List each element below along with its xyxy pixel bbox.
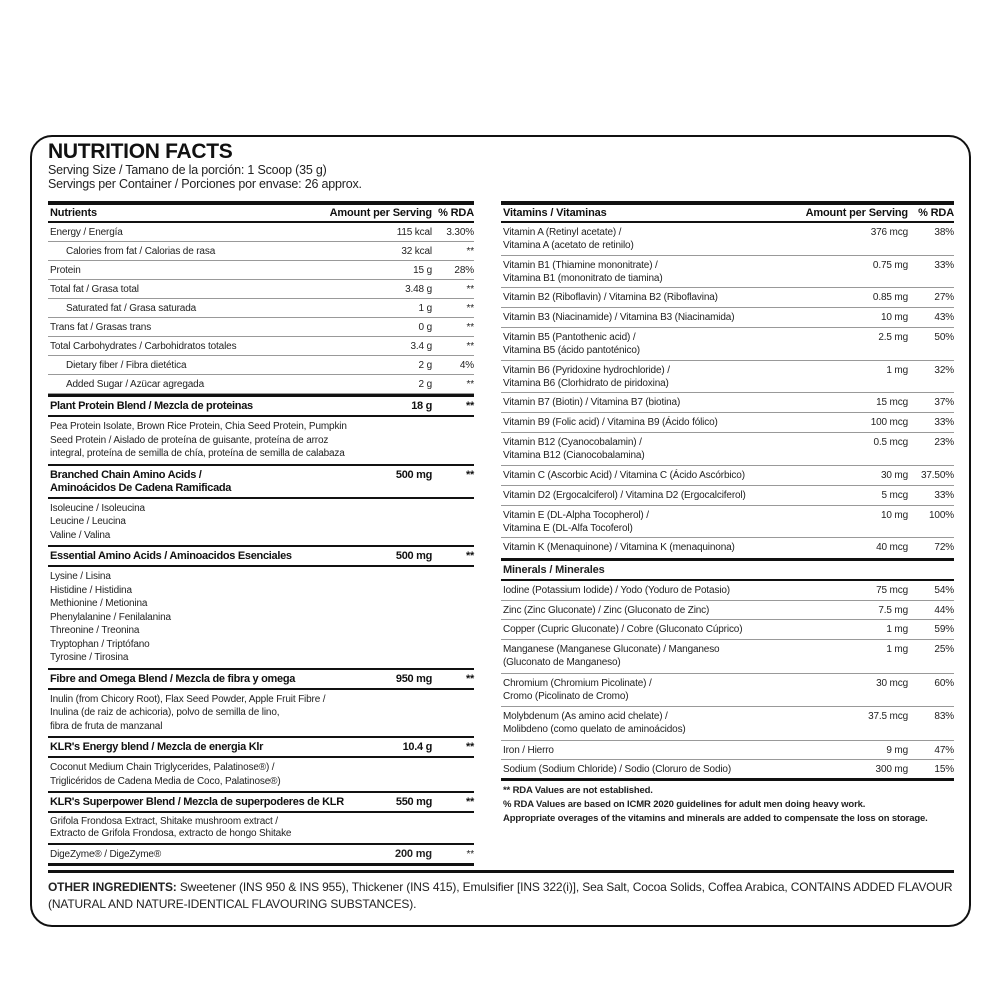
rda: 43% — [934, 312, 954, 323]
amount: 5 mcg — [881, 489, 908, 501]
nutrient-name: Vitamin B3 (Niacinamide) / Vitamina B3 (Niacinamida) — [503, 312, 735, 323]
nutrient-name: Vitamin B9 (Folic acid) / Vitamina B9 (Ácido fólico) — [503, 417, 718, 428]
nutrient-name: Added Sugar / Azücar agregada — [66, 379, 204, 390]
table-row — [48, 375, 474, 394]
blend-ingredients — [48, 499, 474, 548]
ingredient-line: Triglicéridos de Cadena Media de Coco, Palatinose®) — [50, 775, 281, 787]
header-amount: Amount per Serving — [329, 207, 432, 219]
rda: ** — [466, 341, 474, 352]
table-row — [48, 280, 474, 299]
table-row — [48, 223, 474, 242]
blend-row — [48, 466, 474, 499]
nutrient-name: KLR's Energy blend / Mezcla de energia Klr — [50, 741, 264, 753]
blend-ingredients — [48, 567, 474, 670]
amount: 10.4 g — [402, 741, 432, 753]
amount: 3.4 g — [410, 341, 432, 352]
amount: 0 g — [418, 322, 432, 333]
vitamins-table-header — [501, 201, 954, 223]
nutrient-name: Total fat / Grasa total — [50, 284, 139, 295]
amount: 37.5 mcg — [868, 711, 908, 723]
amount: 1 g — [418, 303, 432, 314]
ingredient-line: Tryptophan / Triptófano — [50, 638, 150, 650]
rda: ** — [466, 741, 474, 753]
rda: 15% — [934, 764, 954, 776]
rda: ** — [466, 468, 474, 481]
table-row — [501, 361, 954, 394]
rda: 27% — [934, 292, 954, 303]
ingredient-line: Seed Protein / Aislado de proteína de guisante, proteína de arroz — [50, 434, 329, 446]
rda: 23% — [934, 437, 954, 448]
amount: 7.5 mg — [878, 604, 908, 616]
rda: ** — [466, 246, 474, 257]
table-row — [501, 328, 954, 361]
rda: ** — [466, 672, 474, 685]
table-row — [501, 256, 954, 289]
amount: 500 mg — [395, 468, 432, 481]
amount: 9 mg — [886, 744, 908, 756]
amount: 100 mcg — [870, 417, 908, 428]
table-row — [48, 299, 474, 318]
amount: 550 mg — [395, 796, 432, 808]
ingredient-line: Valine / Valina — [50, 529, 111, 541]
amount: 115 kcal — [396, 227, 432, 238]
nutrient-name: Vitamin A (Retinyl acetate) / Vitamina A (acetato de retinilo) — [503, 227, 634, 251]
table-row — [501, 601, 954, 621]
nutrient-name: Total Carbohydrates / Carbohidratos totales — [50, 341, 237, 352]
ingredient-line: Leucine / Leucina — [50, 516, 126, 527]
rda: 25% — [934, 644, 954, 656]
table-row — [48, 261, 474, 280]
nutrient-name: DigeZyme® / DigeZyme® — [50, 849, 162, 860]
table-row — [48, 337, 474, 356]
header-nutrients: Nutrients — [50, 207, 97, 219]
footnote: Appropriate overages of the vitamins and minerals are added to compensate the loss on storage. — [503, 813, 928, 825]
table-row — [501, 620, 954, 640]
amount: 0.75 mg — [872, 259, 908, 271]
table-row — [501, 413, 954, 433]
nutrient-name: Fibre and Omega Blend / Mezcla de fibra y omega — [50, 672, 296, 685]
amount: 15 g — [413, 265, 432, 276]
rda: 50% — [934, 332, 954, 343]
amount: 30 mg — [880, 469, 908, 481]
nutrient-name: Essential Amino Acids / Aminoacidos Esenciales — [50, 550, 292, 562]
nutrient-name: Zinc (Zinc Gluconate) / Zinc (Gluconato de Zinc) — [503, 604, 710, 616]
nutrient-name: Calories from fat / Calorias de rasa — [66, 246, 216, 257]
nutrient-name: Branched Chain Amino Acids / Aminoácidos De Cadena Ramificada — [50, 468, 232, 494]
nutrient-name: Copper (Cupric Gluconate) / Cobre (Gluconato Cúprico) — [503, 624, 743, 636]
amount: 32 kcal — [401, 246, 432, 257]
amount: 40 mcg — [876, 542, 908, 553]
other-ingredients-text: Sweetener (INS 950 & INS 955), Thickener (INS 415), Emulsifier [INS 322(i)], Sea Salt, Cocoa Solids, Coffea Arabica, CONTAINS ADDED FLAVOUR (NATURAL AND NATURE-IDENTICAL FLAVOURING SUBSTANCES). — [48, 880, 953, 911]
table-row — [48, 318, 474, 337]
rda: 37% — [934, 397, 954, 408]
blend-row — [48, 670, 474, 690]
amount: 2 g — [418, 379, 432, 390]
amount: 300 mg — [875, 764, 908, 776]
nutrient-name: Sodium (Sodium Chloride) / Sodio (Cloruro de Sodio) — [503, 764, 732, 776]
table-row — [501, 640, 954, 674]
amount: 0.5 mcg — [873, 437, 908, 448]
amount: 0.85 mg — [872, 292, 908, 303]
amount: 376 mcg — [870, 227, 908, 238]
footnote: % RDA Values are based on ICMR 2020 guidelines for adult men doing heavy work. — [503, 799, 866, 811]
table-row — [501, 760, 954, 781]
nutrient-name: Molybdenum (As amino acid chelate) / Molibdeno (como quelato de aminoácidos) — [503, 711, 686, 736]
nutrient-name: Chromium (Chromium Picolinate) / Cromo (Picolinato de Cromo) — [503, 677, 652, 702]
nutrient-name: Vitamin B2 (Riboflavin) / Vitamina B2 (Riboflavina) — [503, 292, 718, 303]
ingredient-line: Inulina (de raiz de achicoria), polvo de semilla de lino, — [50, 707, 280, 718]
nutrients-table-header — [48, 201, 474, 223]
nutrient-name: Iron / Hierro — [503, 744, 554, 756]
footnote: ** RDA Values are not established. — [503, 785, 653, 797]
table-row — [501, 393, 954, 413]
amount: 2.5 mg — [878, 332, 908, 343]
table-row — [501, 308, 954, 328]
other-ingredients — [48, 879, 954, 913]
header-rda: % RDA — [918, 207, 954, 219]
header-amount: Amount per Serving — [805, 207, 908, 219]
nutrient-name: Vitamin B1 (Thiamine mononitrate) / Vitamina B1 (mononitrato de tiamina) — [503, 259, 663, 284]
table-row — [48, 242, 474, 261]
nutrient-name: Vitamin D2 (Ergocalciferol) / Vitamina D2 (Ergocalciferol) — [503, 489, 746, 501]
servings-per-container: Servings per Container / Porciones por envase: 26 approx. — [48, 177, 362, 191]
rda: ** — [466, 284, 474, 295]
amount: 30 mcg — [876, 677, 908, 689]
label-frame — [30, 135, 971, 927]
label-title: NUTRITION FACTS — [48, 140, 233, 163]
nutrient-name: Vitamin K (Menaquinone) / Vitamina K (menaquinona) — [503, 542, 735, 553]
ingredient-line: integral, proteína de semilla de chía, proteína de semilla de calabaza — [50, 448, 345, 459]
nutrient-name: Plant Protein Blend / Mezcla de proteinas — [50, 400, 253, 412]
rda: ** — [466, 849, 474, 860]
amount: 1 mg — [886, 644, 908, 656]
rda: 72% — [934, 542, 954, 553]
rda: ** — [466, 796, 474, 808]
rda: 3.30% — [446, 227, 474, 238]
blend-ingredients — [48, 417, 474, 466]
ingredient-line: Phenylalanine / Fenilalanina — [50, 611, 171, 623]
table-row — [501, 741, 954, 761]
nutrient-name: Vitamin B6 (Pyridoxine hydrochloride) / Vitamina B6 (Clorhidrato de piridoxina) — [503, 364, 670, 389]
tables — [48, 201, 954, 866]
rda: 44% — [934, 604, 954, 616]
amount: 2 g — [418, 360, 432, 371]
rda: 33% — [934, 259, 954, 271]
header-rda: % RDA — [438, 207, 474, 219]
rda: 100% — [929, 509, 954, 521]
nutrient-name: Vitamin B5 (Pantothenic acid) / Vitamina B5 (ácido pantoténico) — [503, 332, 640, 356]
rda: ** — [466, 322, 474, 333]
blend-row — [48, 738, 474, 758]
table-row — [501, 433, 954, 466]
ingredient-line: Histidine / Histidina — [50, 584, 132, 596]
amount: 15 mcg — [876, 397, 908, 408]
serving-size: Serving Size / Tamano de la porción: 1 Scoop (35 g) — [48, 163, 327, 177]
nutrient-name: Protein — [50, 265, 81, 276]
nutrient-name: Vitamin C (Ascorbic Acid) / Vitamina C (Ácido Ascórbico) — [503, 469, 745, 481]
rda: ** — [466, 303, 474, 314]
table-row — [501, 674, 954, 708]
amount: 500 mg — [395, 550, 432, 562]
blend-row — [48, 793, 474, 813]
rda: 60% — [934, 677, 954, 689]
rda: 38% — [934, 227, 954, 238]
rda: ** — [466, 550, 474, 562]
nutrient-name: Vitamin B12 (Cyanocobalamin) / Vitamina B12 (Cianocobalamina) — [503, 437, 645, 461]
other-ingredients-label: OTHER INGREDIENTS: — [48, 880, 177, 894]
ingredient-line: Isoleucine / Isoleucina — [50, 502, 145, 514]
amount: 10 mg — [880, 312, 908, 323]
nutrient-name: Vitamin B7 (Biotin) / Vitamina B7 (biotina) — [503, 397, 681, 408]
rda: 54% — [934, 585, 954, 596]
ingredient-line: Threonine / Treonina — [50, 625, 140, 636]
ingredient-line: Grifola Frondosa Extract, Shitake mushroom extract / — [50, 816, 278, 827]
ingredient-line: Lysine / Lisina — [50, 571, 111, 582]
rda: 32% — [934, 364, 954, 376]
vitamins-minerals-table — [501, 201, 954, 826]
ingredient-line: fibra de fruta de manzanal — [50, 720, 163, 732]
amount: 75 mcg — [876, 585, 908, 596]
ingredient-line: Methionine / Metionina — [50, 598, 148, 609]
table-row — [501, 581, 954, 601]
ingredient-line: Extracto de Grifola Frondosa, extracto de hongo Shitake — [50, 828, 292, 839]
amount: 1 mg — [886, 624, 908, 636]
nutrient-name: Iodine (Potassium Iodide) / Yodo (Yoduro de Potasio) — [503, 585, 730, 596]
blend-row — [48, 394, 474, 417]
table-row — [501, 707, 954, 741]
table-row — [48, 356, 474, 375]
nutrient-name: Saturated fat / Grasa saturada — [66, 303, 197, 314]
rda: 4% — [459, 360, 474, 371]
amount: 18 g — [411, 400, 432, 412]
rda: 59% — [934, 624, 954, 636]
blend-row — [48, 547, 474, 567]
rda: 37.50% — [920, 469, 954, 481]
table-row — [501, 538, 954, 558]
nutrient-name: Trans fat / Grasas trans — [50, 322, 152, 333]
ingredient-line: Tyrosine / Tirosina — [50, 652, 129, 663]
blend-ingredients — [48, 690, 474, 739]
blend-ingredients — [48, 758, 474, 793]
table-row — [501, 506, 954, 539]
nutrient-name: Manganese (Manganese Gluconate) / Manganeso (Gluconato de Manganeso) — [503, 644, 720, 669]
header-vitamins: Vitamins / Vitaminas — [503, 207, 607, 219]
rda: 47% — [934, 744, 954, 756]
amount: 950 mg — [395, 672, 432, 685]
nutrient-name: Vitamin E (DL-Alpha Tocopherol) / Vitamina E (DL-Alfa Tocoferol) — [503, 509, 649, 534]
ingredient-line: Pea Protein Isolate, Brown Rice Protein, Chia Seed Protein, Pumpkin — [50, 421, 347, 432]
amount: 10 mg — [880, 509, 908, 521]
nutrient-name: KLR's Superpower Blend / Mezcla de superpoderes de KLR — [50, 796, 344, 808]
table-row — [501, 288, 954, 308]
amount: 3.48 g — [405, 284, 432, 295]
nutrients-table — [48, 201, 474, 866]
rda: 33% — [934, 417, 954, 428]
rda: 33% — [934, 489, 954, 501]
table-row — [501, 223, 954, 256]
table-row — [501, 486, 954, 506]
ingredient-line: Coconut Medium Chain Triglycerides, Palatinose®) / — [50, 762, 275, 773]
ingredient-line: Inulin (from Chicory Root), Flax Seed Powder, Apple Fruit Fibre / — [50, 693, 326, 705]
footnotes — [501, 784, 954, 826]
rda: 28% — [454, 265, 474, 276]
amount: 200 mg — [394, 848, 432, 860]
table-row — [48, 845, 474, 866]
rda: ** — [466, 379, 474, 390]
divider — [48, 870, 954, 873]
rda: 83% — [934, 711, 954, 723]
minerals-header: Minerals / Minerales — [501, 558, 954, 581]
amount: 1 mg — [886, 364, 908, 376]
nutrient-name: Energy / Energía — [50, 227, 123, 238]
table-row — [501, 466, 954, 486]
rda: ** — [466, 400, 474, 412]
blend-ingredients — [48, 813, 474, 845]
nutrient-name: Dietary fiber / Fibra dietética — [66, 360, 187, 371]
